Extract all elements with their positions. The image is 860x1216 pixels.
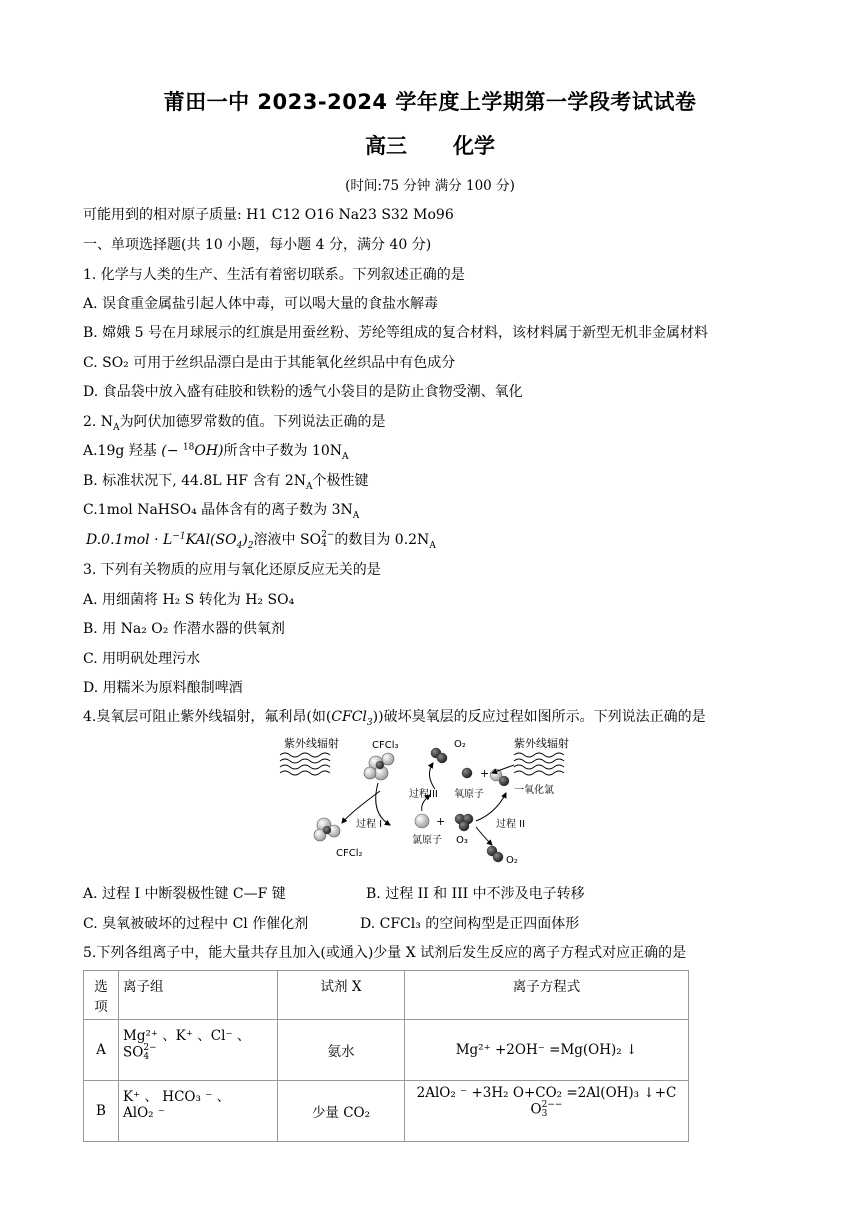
- q3-stem: 3. 下列有关物质的应用与氧化还原反应无关的是: [83, 562, 381, 578]
- q2-c-pre: C.1mol NaHSO₄ 晶体含有的离子数为 3N: [83, 502, 353, 518]
- uv-waves-right-icon: [514, 753, 564, 775]
- equation-cell: [405, 1081, 689, 1142]
- ion-group-line2: [123, 1044, 273, 1062]
- ion-group-cell: [119, 1081, 278, 1142]
- o2-top-label: O₂: [454, 739, 466, 750]
- q5-stem: 5.下列各组离子中，能大量共存且加入(或通入)少量 X 试剂后发生反应的离子方程式对应正确的是: [83, 945, 687, 961]
- q4-stem-post: ))破坏臭氧层的反应过程如图所示。下列说法正确的是: [372, 709, 706, 725]
- ozone-reaction-diagram: [270, 733, 570, 865]
- q2-d-unit: mol · L: [123, 532, 173, 548]
- table-header-cell: 选项: [84, 971, 119, 1020]
- q2-b-pre: B. 标准状况下, 44.8L HF 含有 2N: [83, 473, 306, 489]
- q2-d-formula-end: ): [242, 532, 248, 548]
- q2-option-b: [83, 470, 369, 492]
- exam-subtitle: [0, 130, 860, 160]
- ozone-molecule-icon: [455, 814, 473, 831]
- ion-group-line1: Mg²⁺ 、K⁺ 、Cl⁻ 、: [123, 1028, 251, 1044]
- q4-stem-pre: 4.臭氧层可阻止紫外线辐射，氟利昂(如(: [83, 709, 332, 725]
- cfcl2-label: CFCl₂: [336, 848, 363, 859]
- o3-label: O₃: [456, 835, 468, 846]
- subject-label: 化学: [453, 134, 495, 158]
- q2-stem: [83, 411, 386, 433]
- q2-a-post: 所含中子数为 10N: [223, 443, 343, 459]
- option-cell: B: [84, 1081, 119, 1142]
- q2-d-formula: KAl(SO: [185, 532, 237, 548]
- grade-label: 高三: [365, 134, 407, 158]
- q4-option-c: C. 臭氧被破坏的过程中 Cl 作催化剂: [83, 916, 309, 932]
- q4-stem-formula: CFCl: [331, 709, 367, 725]
- q4-stem: [83, 706, 706, 728]
- equation-cell: Mg²⁺ +2OH⁻ =Mg(OH)₂ ↓: [405, 1020, 689, 1081]
- equation-co3-sup: 2−−: [541, 1100, 563, 1110]
- q2-stem-n: 2. N: [83, 414, 114, 430]
- table-header-cell: 离子方程式: [405, 971, 689, 1020]
- clo-molecule-icon: [490, 769, 509, 786]
- q2-a-formula: (−: [161, 443, 183, 459]
- uv-label-left: 紫外线辐射: [284, 737, 339, 750]
- section-heading: 一、单项选择题(共 10 小题，每小题 4 分，满分 40 分): [83, 237, 432, 253]
- q5-options-table: [83, 970, 689, 1142]
- q2-d-post: 的数目为 0.2N: [334, 532, 430, 548]
- table-header-cell: 离子组: [119, 971, 278, 1020]
- option-cell: A: [84, 1020, 119, 1081]
- cfcl2-molecule-icon: [314, 818, 340, 841]
- ion-group-cell: [119, 1020, 278, 1081]
- process2-label: 过程 II: [496, 819, 526, 830]
- q2-d-unit-sup: −1: [172, 531, 186, 542]
- q2-a-sup: 18: [182, 442, 195, 453]
- ion-group-line1: K⁺ 、 HCO₃ ⁻ 、: [123, 1089, 231, 1105]
- q3-option-a: A. 用细菌将 H₂ S 转化为 H₂ SO₄: [83, 592, 295, 608]
- equation-line1: 2AlO₂ ⁻ +3H₂ O+CO₂ =2Al(OH)₃ ↓+C: [416, 1085, 677, 1101]
- ion-group-line2: AlO₂ ⁻: [123, 1105, 165, 1121]
- q2-c-sub: A: [352, 510, 360, 521]
- ion-so4-sup: 2−: [143, 1043, 157, 1053]
- q2-d-pre: D.0.1: [86, 532, 124, 548]
- q2-option-a: [83, 440, 349, 462]
- equation-co3: O: [530, 1101, 542, 1118]
- q1-stem: 1. 化学与人类的生产、生活有着密切联系。下列叙述正确的是: [83, 267, 465, 283]
- ion-so4: SO: [123, 1044, 144, 1061]
- plus-sign-2: +: [436, 815, 446, 828]
- cfcl3-molecule-icon: [364, 753, 394, 780]
- clo-label: 一氧化氯: [514, 785, 554, 796]
- o2-bottom-label: O₂: [506, 855, 518, 865]
- q2-b-post: 个极性键: [312, 473, 369, 489]
- q4-option-a: A. 过程 I 中断裂极性键 C—F 键: [83, 886, 286, 902]
- q2-d-so4-sub: 4: [321, 539, 327, 549]
- q2-a-pre: A.19g 羟基: [83, 443, 157, 459]
- q1-option-b: B. 嫦娥 5 号在月球展示的红旗是用蚕丝粉、芳纶等组成的复合材料，该材料属于新型无机非金属材料: [83, 325, 708, 341]
- chlorine-atom-label: 氯原子: [412, 835, 442, 846]
- equation-co3-sub: 3: [541, 1109, 548, 1119]
- plus-sign-1: +: [480, 767, 490, 780]
- table-row: [84, 1081, 689, 1142]
- ion-so4-sub: 4: [143, 1052, 150, 1062]
- time-info: (时间:75 分钟 满分 100 分): [345, 178, 515, 194]
- q3-option-b: B. 用 Na₂ O₂ 作潜水器的供氧剂: [83, 621, 285, 637]
- q4-option-d: D. CFCl₃ 的空间构型是正四面体形: [360, 916, 580, 932]
- q2-d-so4-sup: 2−: [321, 530, 335, 540]
- chlorine-atom-icon: [415, 814, 429, 828]
- q4-stem-sub: 3: [366, 717, 373, 728]
- q3-option-c: C. 用明矾处理污水: [83, 651, 201, 667]
- q1-option-a: A. 误食重金属盐引起人体中毒，可以喝大量的食盐水解毒: [83, 296, 439, 312]
- uv-waves-left-icon: [280, 753, 330, 775]
- q2-a-sub: A: [342, 451, 349, 462]
- q2-d-mid: 溶液中 SO: [253, 532, 322, 548]
- q2-option-c: [83, 499, 359, 521]
- q2-option-d: [86, 529, 436, 551]
- q2-a-formula2: OH): [194, 443, 224, 459]
- uv-label-right: 紫外线辐射: [514, 737, 569, 750]
- atomic-masses: 可能用到的相对原子质量: H1 C12 O16 Na23 S32 Mo96: [83, 207, 454, 223]
- process3-label: 过程III: [409, 789, 438, 800]
- q3-option-d: D. 用糯米为原料酿制啤酒: [83, 680, 243, 696]
- oxygen-atom-icon: [462, 768, 472, 778]
- cfcl3-label: CFCl₃: [372, 740, 399, 751]
- o2-bottom-molecule-icon: [487, 846, 503, 862]
- equation-line2: [409, 1101, 684, 1119]
- process1-label: 过程 I: [356, 819, 383, 830]
- q4-option-b: B. 过程 II 和 III 中不涉及电子转移: [366, 886, 585, 902]
- table-row: [84, 1020, 689, 1081]
- o2-top-molecule-icon: [431, 748, 447, 763]
- reagent-cell: 氨水: [278, 1020, 405, 1081]
- exam-title: 莆田一中 2023-2024 学年度上学期第一学段考试试卷: [163, 90, 697, 114]
- oxygen-atom-label: 氧原子: [454, 789, 484, 800]
- q1-option-d: D. 食品袋中放入盛有硅胶和铁粉的透气小袋目的是防止食物受潮、氧化: [83, 384, 523, 400]
- q2-d-sub: A: [429, 540, 436, 551]
- q2-d-formula-sub2: 2: [247, 540, 254, 551]
- table-header-row: [84, 971, 689, 1020]
- q2-stem-sub: A: [113, 422, 120, 433]
- table-header-cell: 试剂 X: [278, 971, 405, 1020]
- q1-option-c: C. SO₂ 可用于丝织品漂白是由于其能氧化丝织品中有色成分: [83, 355, 456, 371]
- q2-d-formula-sub: 4: [236, 540, 243, 551]
- q2-stem-rest: 为阿伏加德罗常数的值。下列说法正确的是: [119, 414, 386, 430]
- reagent-cell: 少量 CO₂: [278, 1081, 405, 1142]
- q2-b-sub: A: [306, 481, 313, 492]
